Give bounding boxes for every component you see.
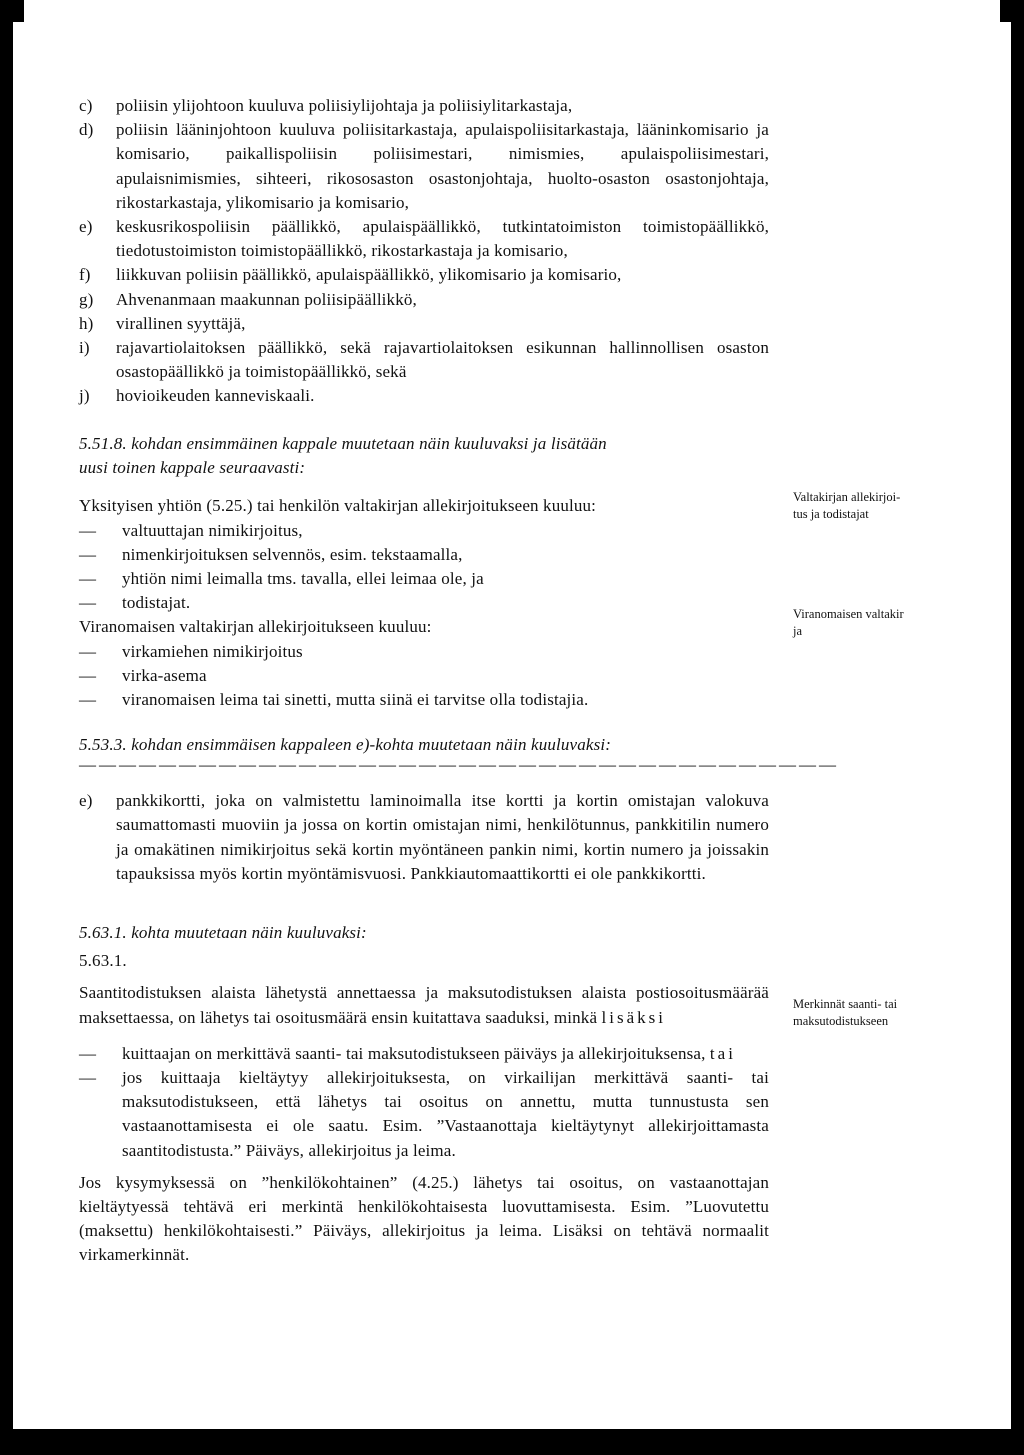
list-item: h) virallinen syyttäjä,	[79, 313, 246, 333]
dash-item: — virkamiehen nimikirjoitus	[79, 641, 303, 661]
list-item: f) liikkuvan poliisin päällikkö, apulaispäällikkö, ylikomisario ja komisario,	[79, 265, 622, 285]
margin-note: Valtakirjan allekirjoi- tus ja todistajat	[793, 490, 901, 521]
section-5-63-1	[79, 921, 769, 1268]
margin-note: Viranomaisen valtakir ja	[793, 607, 904, 638]
dash-item: — nimenkirjoituksen selvennös, esim. tekstaamalla,	[79, 544, 463, 564]
dash-item: — valtuuttajan nimikirjoitus,	[79, 520, 303, 540]
scan-border-left	[0, 0, 13, 1455]
paragraph: Saantitodistuksen alaista lähetystä annettaessa ja maksutodistuksen alaista postiosoitusmäärää maksettaessa, on lähetys tai osoitusmäärä ensin kuitattava saaduksi, minkä lisäksi	[79, 983, 769, 1027]
section-number: 5.63.1.	[79, 951, 127, 971]
scan-notch-right	[1000, 22, 1011, 32]
margin-note: Merkinnät saanti- tai maksutodistukseen	[793, 997, 898, 1028]
list-item: g) Ahvenanmaan maakunnan poliisipäällikkö,	[79, 289, 417, 309]
list-item: j) hovioikeuden kanneviskaali.	[79, 386, 315, 406]
dash-item: — yhtiön nimi leimalla tms. tavalla, ellei leimaa ole, ja	[79, 569, 484, 589]
dash-item: — viranomaisen leima tai sinetti, mutta siinä ei tarvitse olla todistajia.	[79, 690, 589, 710]
list-item: e) keskusrikospoliisin päällikkö, apulaispäällikkö, tutkintatoimiston toimistopäällikkö, tiedotustoimiston toimistopäällikkö, rikostarkastaja ja komisario,	[79, 217, 769, 261]
dash-item: — kuittaajan on merkittävä saanti- tai maksutodistukseen päiväys ja allekirjoituksensa, tai	[79, 1043, 736, 1063]
paragraph: Viranomaisen valtakirjan allekirjoitukseen kuuluu:	[79, 617, 432, 637]
list-item: d) poliisin lääninjohtoon kuuluva poliisitarkastaja, apulaispoliisitarkastaja, lääninkomisario ja komisario, paikallispoliisin poliisimestari, nimismies, apulaispoliisimestari, apulaisnimismies, sihteeri, rikososaston osastonjohtaja, huolto-osaston osastonjohtaja, rikostarkastaja, ylikomisario ja komisario,	[79, 120, 769, 212]
official-list	[79, 94, 769, 409]
section-heading: 5.53.3. kohdan ensimmäisen kappaleen e)-kohta muutetaan näin kuuluvaksi:	[79, 735, 612, 754]
dash-item: — jos kuittaaja kieltäytyy allekirjoituksesta, on virkailijan merkittävä saanti- tai maksutodistukseen, että lähetys tai osoitus on annettu, mutta tunnustusta sen vastaanottamisesta ei ole saatu. Esim. ”Vastaanottaja kieltäytynyt allekirjoittamasta saantitodistusta.” Päiväys, allekirjoitus ja leima.	[79, 1068, 769, 1160]
scan-border-right	[1011, 0, 1024, 1455]
section-5-53-3	[79, 733, 839, 886]
list-item: e) pankkikortti, joka on valmistettu laminoimalla itse kortti ja kortin omistajan valokuva saumattomasti muoviin ja jossa on kortin omistajan nimi, henkilötunnus, pankkitilin numero ja omakätinen nimikirjoitus sekä kortin myöntäneen pankin nimi, kortin numero ja joissakin tapauksissa myös kortin myöntämisvuosi. Pankkiautomaattikortti ei ole pankkikortti.	[79, 791, 769, 883]
paragraph: Yksityisen yhtiön (5.25.) tai henkilön valtakirjan allekirjoitukseen kuuluu:	[79, 496, 597, 516]
scan-corner-top-right	[1000, 0, 1024, 22]
scan-border-bottom	[0, 1429, 1024, 1455]
section-5-51-8	[79, 432, 769, 712]
section-heading: 5.51.8. kohdan ensimmäinen kappale muutetaan näin kuuluvaksi ja lisätään	[79, 434, 607, 453]
scan-corner-top-left	[0, 0, 24, 22]
section-heading: 5.63.1. kohta muutetaan näin kuuluvaksi:	[79, 923, 367, 942]
dash-item: — todistajat.	[79, 593, 191, 613]
dashed-rule: ——————————————————————————————————————	[79, 755, 839, 775]
list-item: i) rajavartiolaitoksen päällikkö, sekä rajavartiolaitoksen esikunnan hallinnollisen osaston osastopäällikkö ja toimistopäällikkö, sekä	[79, 338, 769, 382]
scan-notch-left	[13, 22, 24, 32]
list-item: c) poliisin ylijohtoon kuuluva poliisiylijohtaja ja poliisiylitarkastaja,	[79, 96, 573, 115]
dash-item: — virka-asema	[79, 665, 207, 685]
section-heading-cont: uusi toinen kappale seuraavasti:	[79, 458, 306, 478]
paragraph: Jos kysymyksessä on ”henkilökohtainen” (4.25.) lähetys tai osoitus, on vastaanottajan kieltäytyessä tehtävä eri merkintä henkilökohtaisesta luovuttamisesta. Esim. ”Luovutettu (maksettu) henkilökohtaisesti.” Päiväys, allekirjoitus ja leima. Lisäksi on tehtävä normaalit virkamerkinnät.	[79, 1172, 769, 1265]
